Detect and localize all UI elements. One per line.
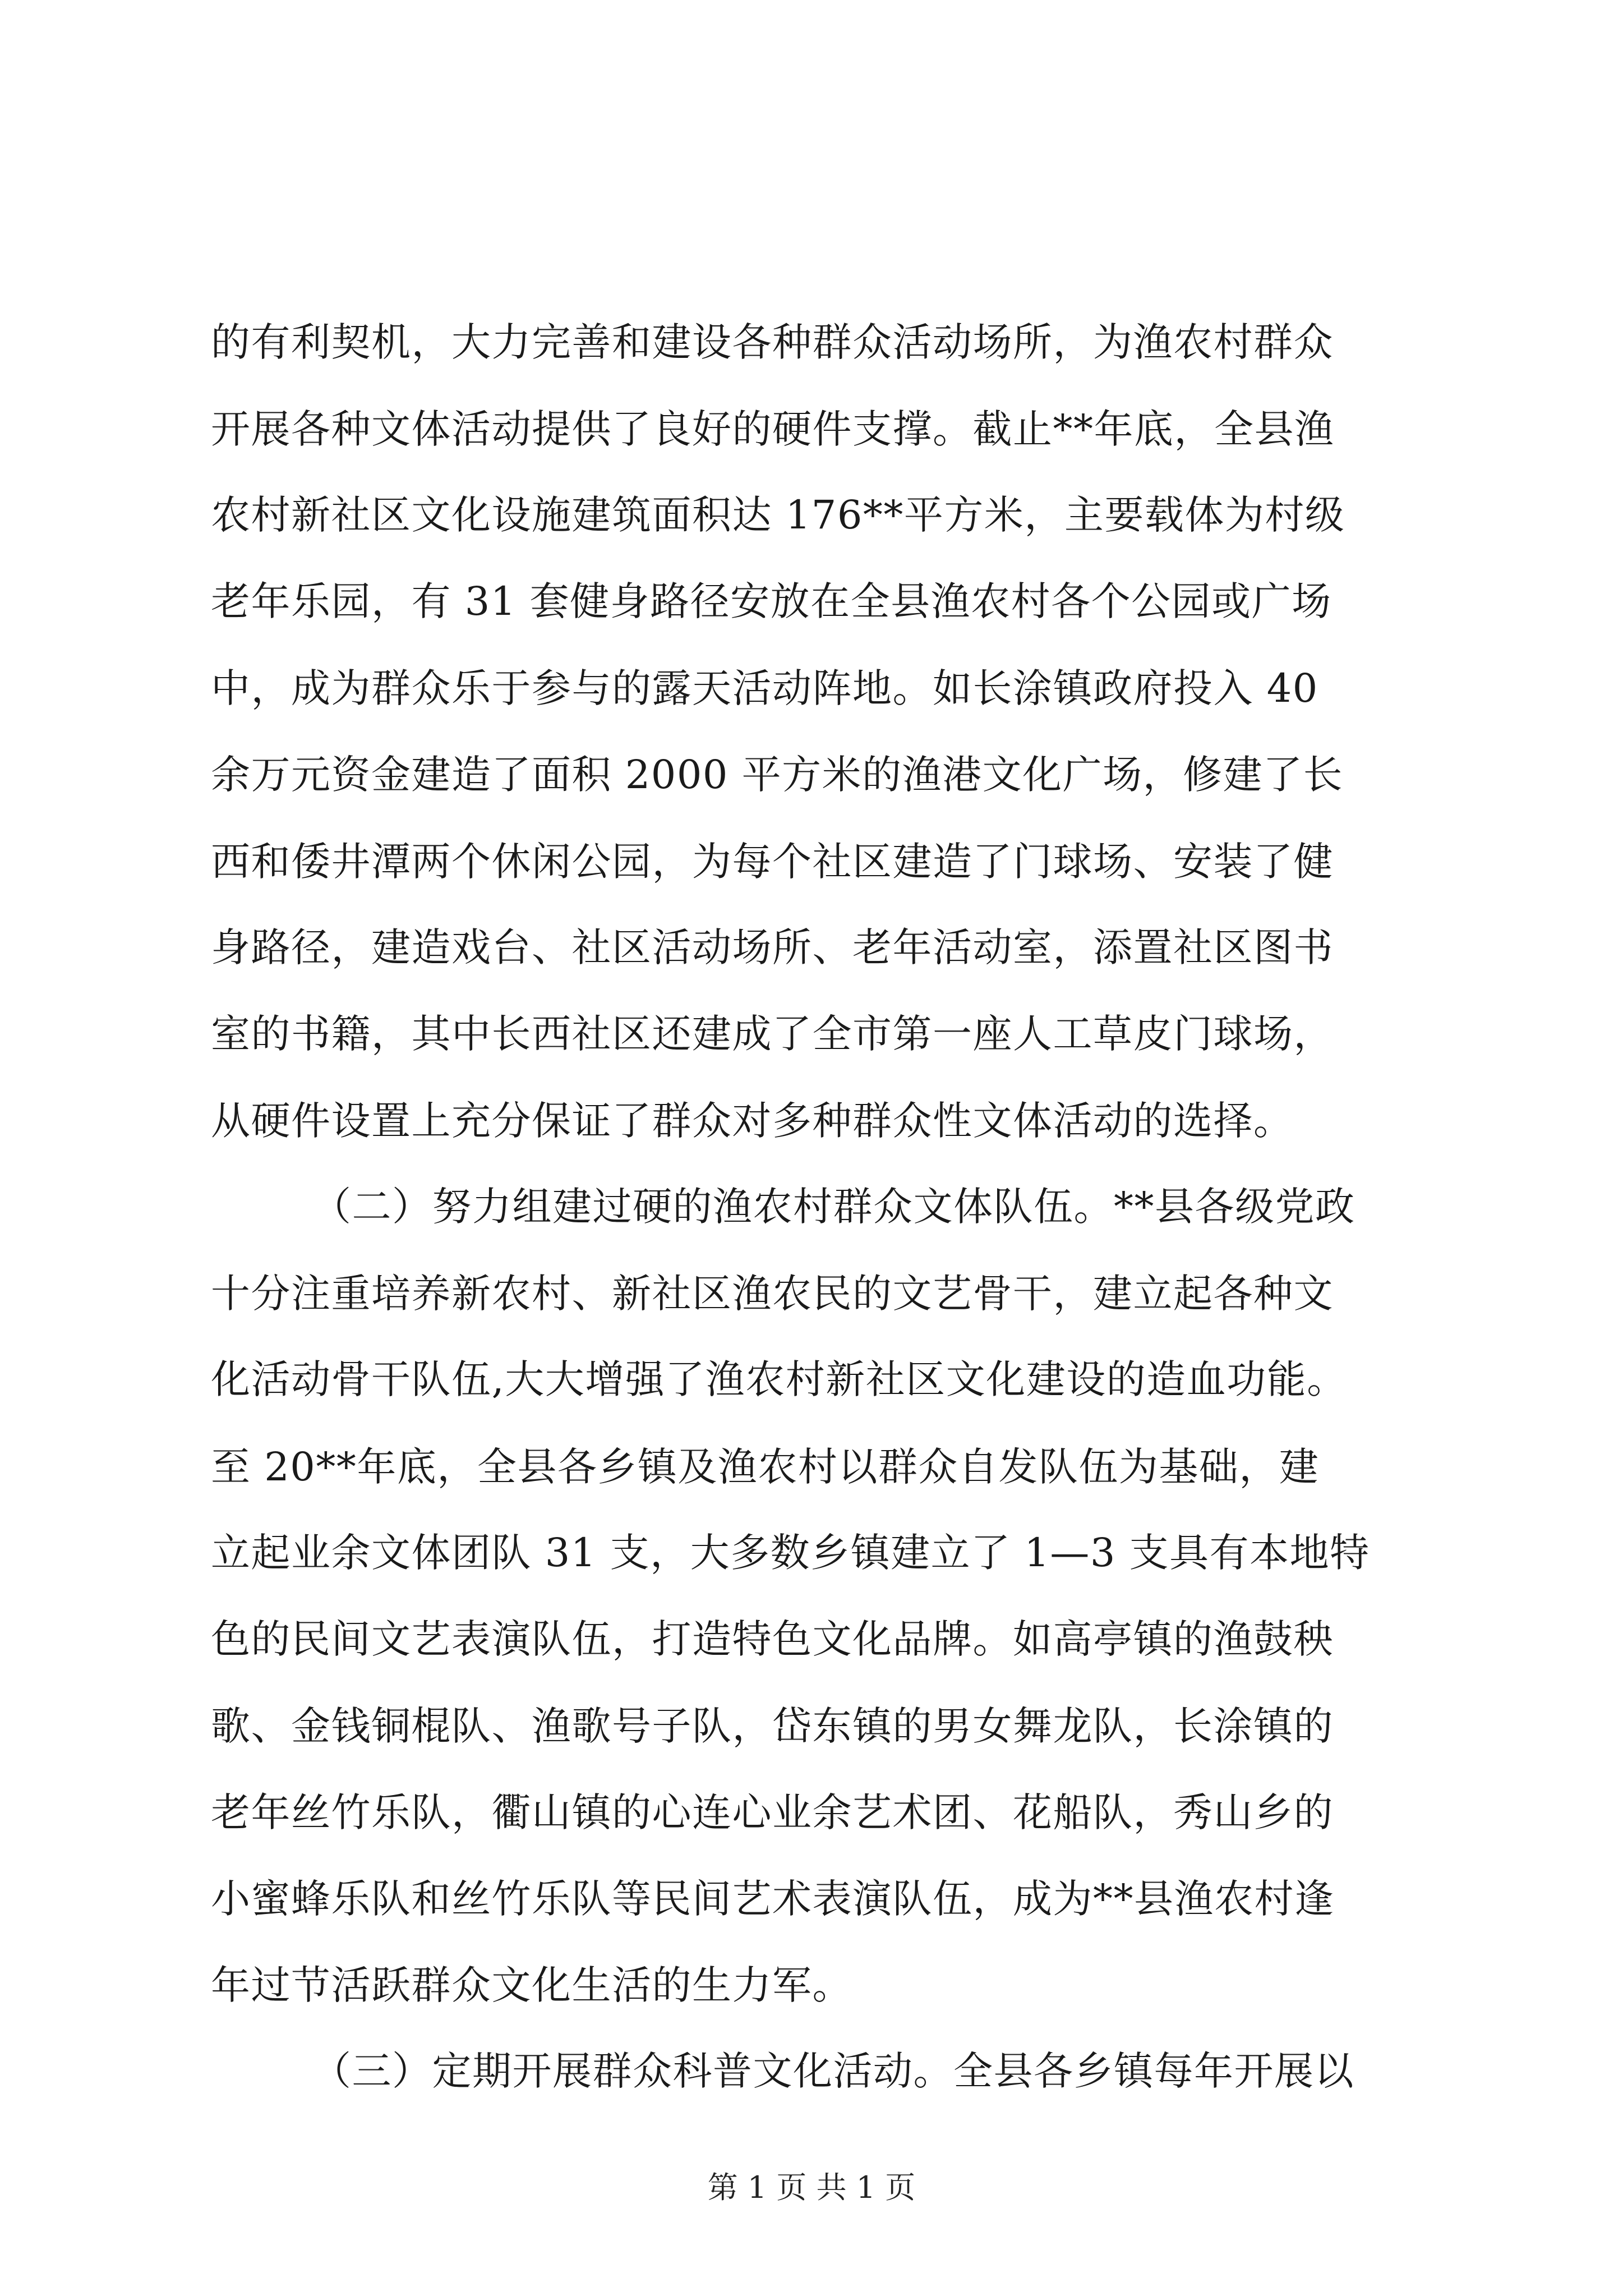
body-text-line: 立起业余文体团队 31 支，大多数乡镇建立了 1—3 支具有本地特 xyxy=(211,1530,1370,1576)
body-text-line: 小蜜蜂乐队和丝竹乐队等民间艺术表演队伍，成为**县渔农村逢 xyxy=(211,1876,1335,1922)
body-text-line: 十分注重培养新农村、新社区渔农民的文艺骨干，建立起各种文 xyxy=(211,1271,1334,1317)
body-text-line: 从硬件设置上充分保证了群众对多种群众性文体活动的选择。 xyxy=(211,1098,1294,1144)
body-text-line: 老年丝竹乐队，衢山镇的心连心业余艺术团、花船队，秀山乡的 xyxy=(211,1789,1334,1835)
body-text-line: 室的书籍，其中长西社区还建成了全市第一座人工草皮门球场， xyxy=(211,1011,1334,1057)
body-text-line: 西和倭井潭两个休闲公园，为每个社区建造了门球场、安装了健 xyxy=(211,839,1334,885)
section-heading-line: （二）努力组建过硬的渔农村群众文体队伍。**县各级党政 xyxy=(312,1184,1355,1230)
body-text-line: 年过节活跃群众文化生活的生力军。 xyxy=(211,1962,852,2008)
body-text-line: 色的民间文艺表演队伍，打造特色文化品牌。如高亭镇的渔鼓秧 xyxy=(211,1616,1334,1662)
body-text-line: 歌、金钱铜棍队、渔歌号子队，岱东镇的男女舞龙队，长涂镇的 xyxy=(211,1703,1334,1749)
body-text-line: 农村新社区文化设施建筑面积达 176**平方米，主要载体为村级 xyxy=(211,492,1345,538)
page-number-footer: 第 1 页 共 1 页 xyxy=(707,2170,916,2205)
body-text-line: 至 20**年底，全县各乡镇及渔农村以群众自发队伍为基础，建 xyxy=(211,1444,1320,1490)
body-text-line: 的有利契机，大力完善和建设各种群众活动场所，为渔农村群众 xyxy=(211,319,1334,365)
section-heading-line: （三）定期开展群众科普文化活动。全县各乡镇每年开展以 xyxy=(312,2048,1354,2094)
body-text-line: 老年乐园，有 31 套健身路径安放在全县渔农村各个公园或广场 xyxy=(211,578,1332,624)
body-text-line: 余万元资金建造了面积 2000 平方米的渔港文化广场，修建了长 xyxy=(211,752,1344,798)
body-text-line: 身路径，建造戏台、社区活动场所、老年活动室，添置社区图书 xyxy=(211,924,1334,970)
body-text-line: 中，成为群众乐于参与的露天活动阵地。如长涂镇政府投入 40 xyxy=(211,665,1318,711)
body-text-line: 开展各种文体活动提供了良好的硬件支撑。截止**年底，全县渔 xyxy=(211,406,1335,452)
body-text-line: 化活动骨干队伍,大大增强了渔农村新社区文化建设的造血功能。 xyxy=(211,1356,1347,1402)
